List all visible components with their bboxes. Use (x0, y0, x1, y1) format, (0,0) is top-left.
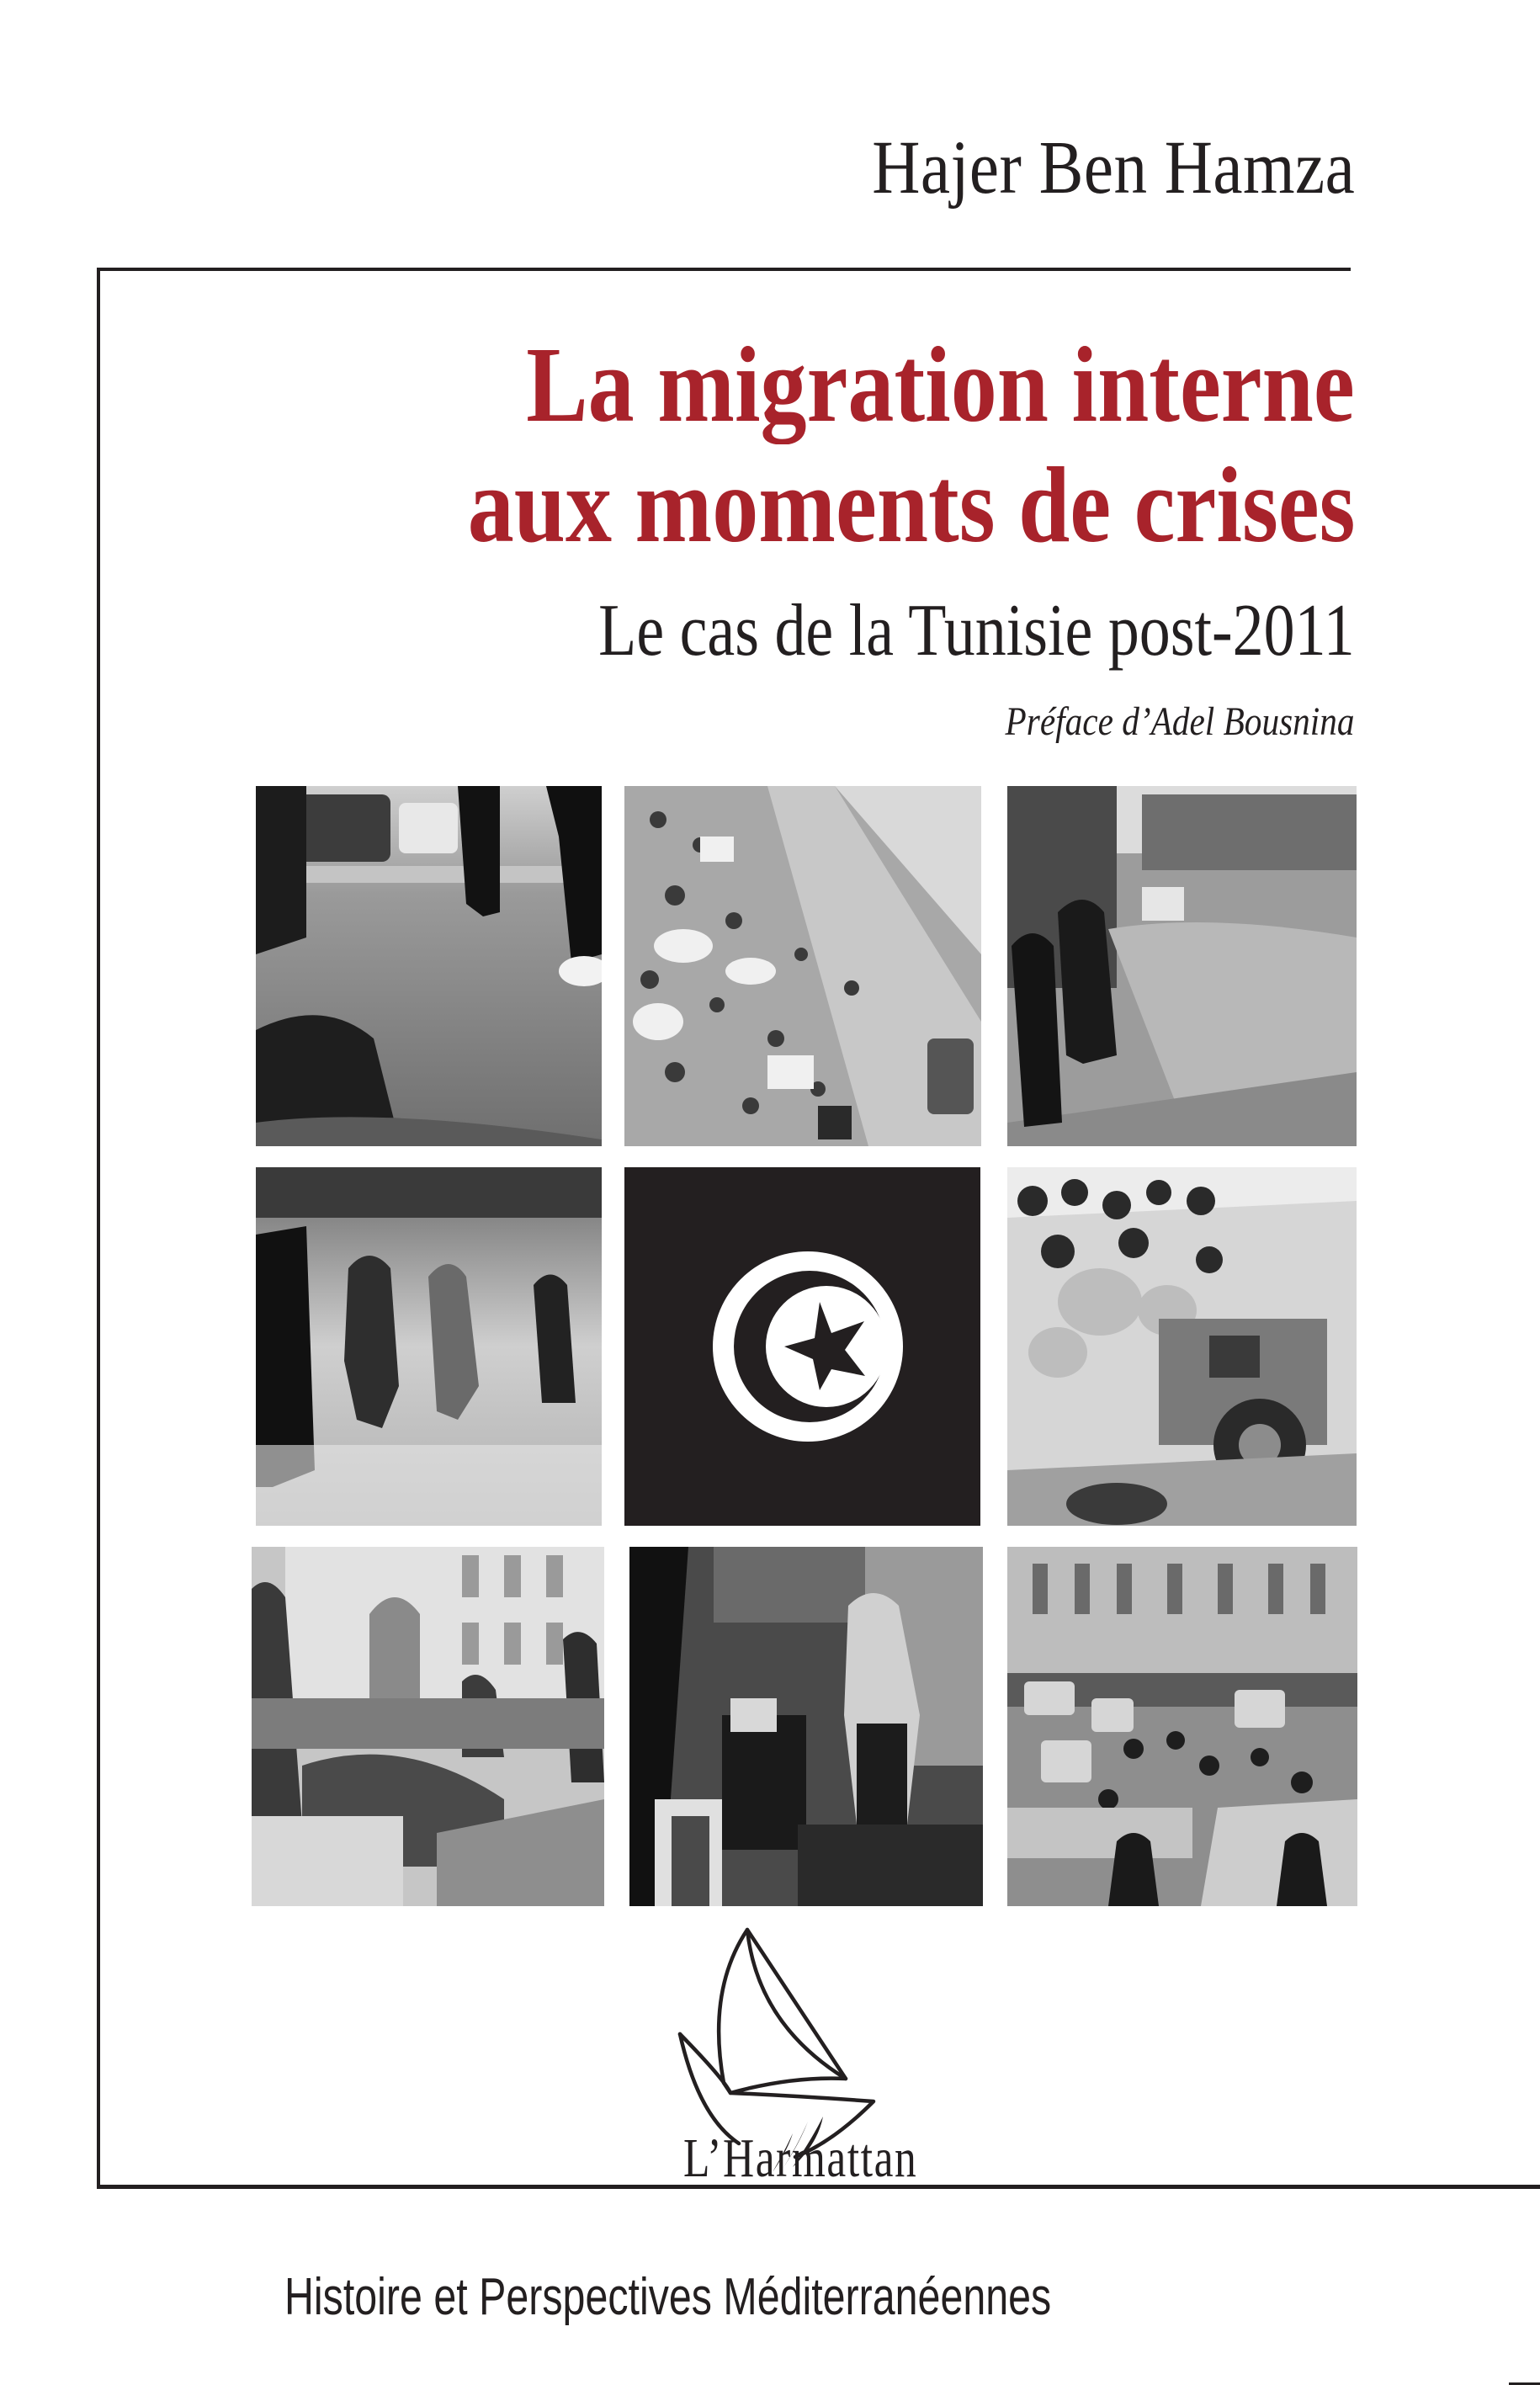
overloaded-truck-photo (1007, 1167, 1357, 1526)
crowded-avenue-traffic-photo (1007, 1547, 1357, 1906)
rainy-crowd-photo (256, 1167, 602, 1526)
frame-top-rule (98, 268, 1351, 271)
flooded-street-photo (1007, 786, 1357, 1146)
street-vendors-square-photo (252, 1547, 604, 1906)
street-curb-shoes-photo (256, 786, 602, 1146)
tunisian-flag-emblem (624, 1167, 980, 1526)
series-name: Histoire et Perspectives Méditerranéennes (284, 2268, 1052, 2326)
market-street-aerial-photo (624, 786, 981, 1146)
frame-left-rule (97, 268, 100, 2189)
author-name: Hajer Ben Hamza (872, 126, 1355, 210)
preface-credit: Préface d’Adel Bousnina (1006, 699, 1355, 744)
book-title-line-2: aux moments de crises (467, 445, 1355, 565)
book-title-line-1: La migration interne (526, 325, 1355, 444)
publisher-name: L’Harmattan (683, 2127, 918, 2189)
market-alley-walker-photo (629, 1547, 983, 1906)
book-subtitle: Le cas de la Tunisie post-2011 (598, 590, 1355, 672)
